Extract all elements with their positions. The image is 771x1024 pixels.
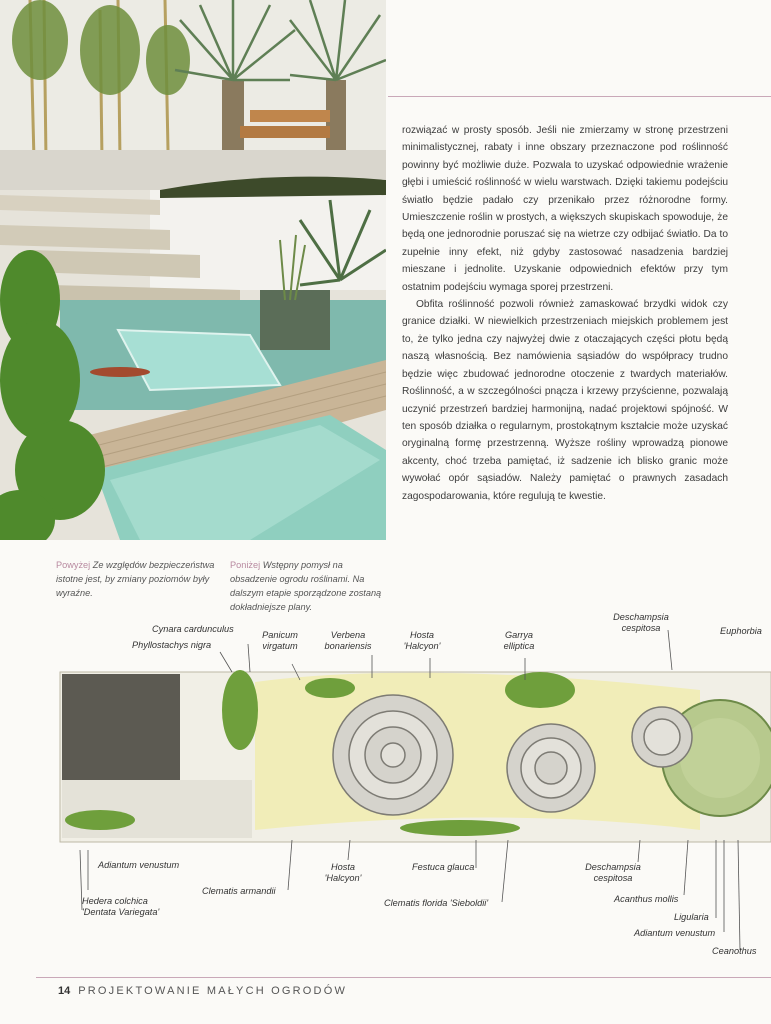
footer-divider	[36, 977, 771, 978]
plan-label: Hedera colchica 'Dentata Variegata'	[82, 896, 160, 917]
page-footer	[58, 985, 347, 997]
garden-photo	[0, 0, 386, 540]
page-number: 14	[58, 985, 71, 997]
plan-label: Deschampsia cespitosa	[585, 862, 641, 883]
caption-above	[56, 558, 216, 600]
plan-label: Deschampsia cespitosa	[613, 612, 669, 633]
body-paragraph: rozwiązać w prosty sposób. Jeśli nie zmierzamy w stronę przestrzeni minimalistycznej, rabaty i inne obszary przeznaczone pod roślinność powinny być możliwie duże. Pozwala to uzyskać odpowiednie wrażenie głębi i umieścić roślinność w wielu warstwach. Dzięki takiemu podejściu światło będzie padało czy przenikało przez różnorodne formy. Umieszczenie roślin w prostych, a większych skupiskach spowoduje, że będą one jednorodnie poruszać się na wietrze czy odbijać światło. Da to zupełnie inny efekt, niż gdyby zastosować nasadzenia bardziej mieszane i jednolite. Uzyskanie odpowiednich efektów przy tym ostatnim podejściu wymaga sporej przestrzeni.	[402, 125, 728, 293]
caption-lead: Poniżej	[230, 560, 261, 570]
plan-label: Hosta 'Halcyon'	[403, 630, 441, 651]
plan-label: Garrya elliptica	[503, 630, 535, 651]
garden-photo-illustration	[0, 0, 386, 540]
planting-plan	[0, 600, 771, 970]
plan-label: Adiantum venustum	[634, 928, 716, 938]
plan-label: Euphorbia	[720, 626, 762, 636]
body-text	[402, 122, 728, 505]
plan-label: Adiantum venustum	[98, 860, 180, 870]
plan-label: Festuca glauca	[412, 862, 475, 872]
top-divider	[388, 96, 771, 97]
plan-label: Clematis florida 'Sieboldii'	[384, 898, 489, 908]
body-paragraph: Obfita roślinność pozwoli również zamaskować brzydki widok czy granice działki. W niewielkich przestrzeniach miejskich problemem jest to, że tylko jedna czy najwyżej dwie z otaczających części płotu będą naszą własnością. Bez namówienia sąsiadów do współpracy trudno będzie więc zbudować jednorodne otoczenie z twardych materiałów. Roślinność, a w szczególności pnącza i krzewy przyścienne, pozwalają uczynić przestrzeń bardziej harmonijną, nadać projektowi spójność. W ten sposób działka o regularnym, prostokątnym kształcie może uzyskać oryginalną formę przestrzenną. Wyższe rośliny wprowadzą pionowe akcenty, choć trzeba pamiętać, iż sadzenie ich blisko granic może wywołać opór sąsiadów. Należy pamiętać o prawnych zasadach zagospodarowania, które regulują te kwestie.	[402, 299, 728, 502]
caption-text: Ze względów bezpieczeństwa istotne jest, by zmiany poziomów były wyraźne.	[56, 560, 215, 598]
plan-label: Clematis armandii	[202, 886, 276, 896]
plan-label: Acanthus mollis	[614, 894, 679, 904]
plan-label: Verbena bonariensis	[324, 630, 372, 651]
plan-label: Panicum virgatum	[262, 630, 298, 651]
plan-label: Hosta 'Halcyon'	[324, 862, 362, 883]
plan-label: Ceanothus	[712, 946, 757, 956]
running-title: PROJEKTOWANIE MAŁYCH OGRODÓW	[78, 985, 348, 997]
caption-lead: Powyżej	[56, 560, 91, 570]
plan-label: Cynara cardunculus	[152, 624, 234, 634]
plan-label: Ligularia	[674, 912, 709, 922]
plan-label: Phyllostachys nigra	[132, 640, 212, 650]
caption-text: Wstępny pomysł na obsadzenie ogrodu roślinami. Na dalszym etapie sporządzone zostaną dokładniejsze plany.	[230, 560, 382, 612]
